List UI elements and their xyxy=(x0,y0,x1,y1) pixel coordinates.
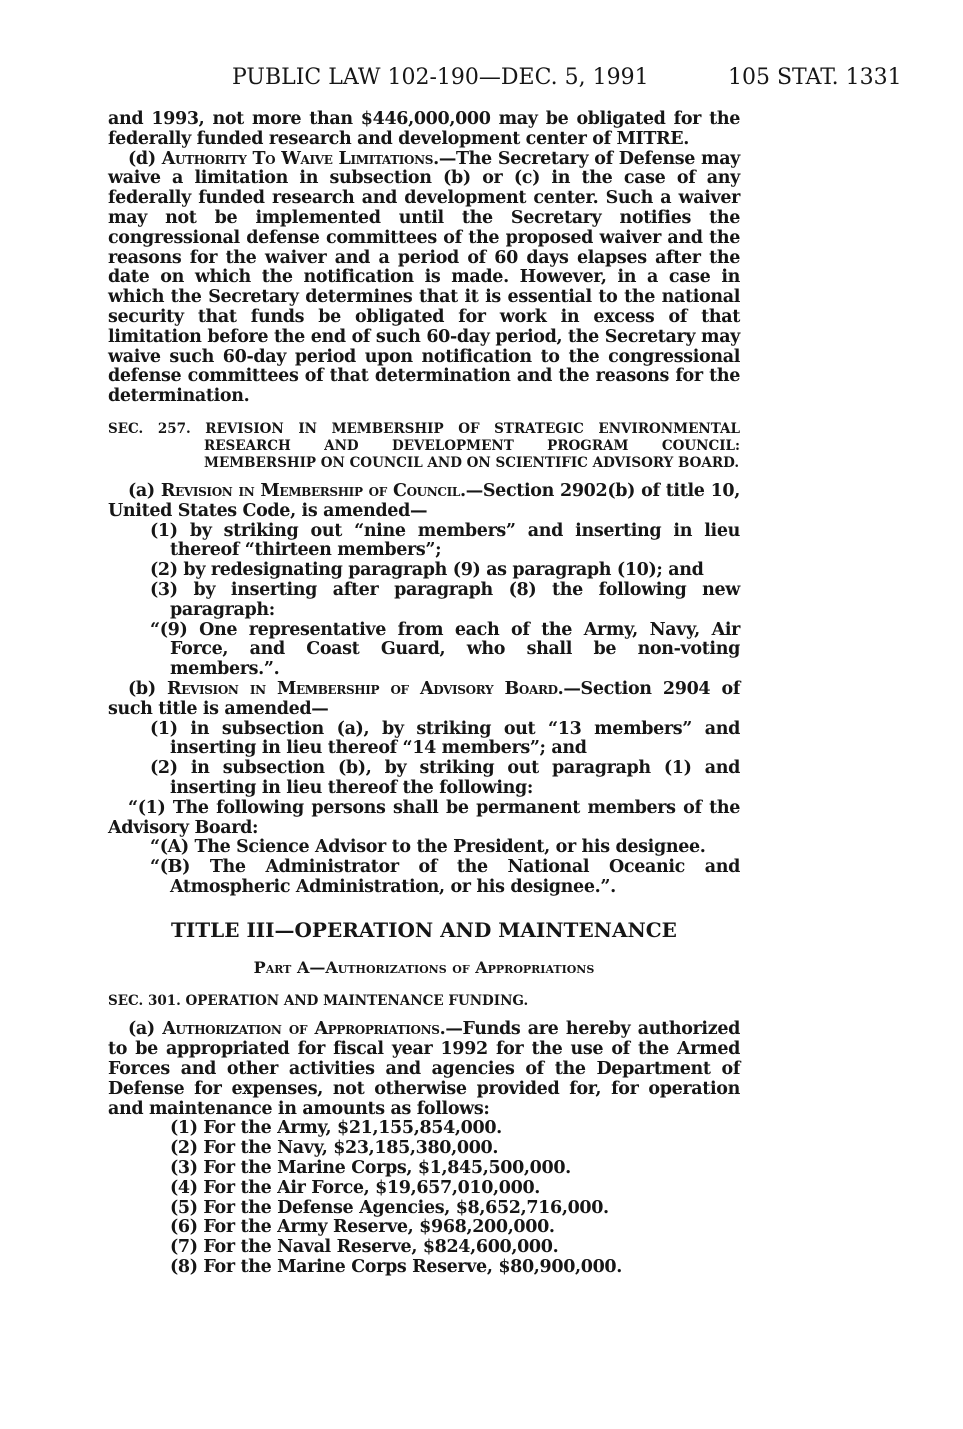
paragraph-a2: (2) by redesignating paragraph (9) as paragraph (10); and xyxy=(150,560,704,581)
subsection-heading: Revision in Membership of Council. xyxy=(160,480,466,501)
running-head-citation: PUBLIC LAW 102-190—DEC. 5, 1991 xyxy=(232,65,649,90)
subsection-text: —The Secretary of Defense may waive a limitation in subsection (b) or (c) in the case of any federally funded research and development center. Such a waiver may not be implemented until the Secretary notifies the congressional defense committees of the proposed waiver and the reasons for the waiver and a period of 60 days elapses after the date on which the notification is made. However, in a case in which the Secretary determines that it is essential to the national security that funds be obligated for work in excess of that limitation before the end of such 60-day period, the Secretary may waive such 60-day period upon notification to the congressional defense committees of that determination and the reasons for the determination. xyxy=(108,148,740,407)
subsection-a xyxy=(108,482,740,522)
running-head xyxy=(0,64,963,92)
list-item: (5) For the Defense Agencies, $8,652,716,000. xyxy=(170,1197,609,1218)
paragraph-b1: (1) in subsection (a), by striking out “13 members” and inserting in lieu thereof “14 members”; and xyxy=(150,718,740,759)
subsection-label: (d) xyxy=(128,148,162,169)
paragraph-b2: (2) in subsection (b), by striking out paragraph (1) and inserting in lieu thereof the following: xyxy=(150,758,740,798)
subsection-d xyxy=(108,150,740,407)
quoted-paragraph-1: “(1) The following persons shall be permanent members of the Advisory Board: xyxy=(108,797,740,838)
subsection-301-a xyxy=(108,1020,740,1119)
subsection-heading: Authority To Waive Limitations. xyxy=(161,148,439,169)
list-item: (7) For the Naval Reserve, $824,600,000. xyxy=(170,1237,559,1258)
subsection-heading: Revision in Membership of Advisory Board. xyxy=(167,678,564,699)
part-heading: Part A—Authorizations of Appropriations xyxy=(253,957,595,977)
section-301-heading: SEC. 301. OPERATION AND MAINTENANCE FUNDING. xyxy=(108,993,529,1010)
paragraph-a1: (1) by striking out “nine members” and inserting in lieu thereof “thirteen members”; xyxy=(150,520,740,561)
subsection-label: (b) xyxy=(128,678,168,699)
title-heading: TITLE III—OPERATION AND MAINTENANCE xyxy=(171,917,677,942)
subsection-text: —Funds are hereby authorized to be appropriated for fiscal year 1992 for the use of the Armed Forces and other activities and agencies of the Department of Defense for expenses, not otherwise provided for, for operation and maintenance in amounts as follows: xyxy=(108,1019,740,1119)
paragraph-a3: (3) by inserting after paragraph (8) the following new paragraph: xyxy=(150,579,740,620)
subsection-heading: Authorization of Appropriations. xyxy=(162,1019,446,1040)
subsection-b xyxy=(108,680,740,720)
subsection-text: —Section 2904 of such title is amended— xyxy=(108,678,740,719)
list-item: (3) For the Marine Corps, $1,845,500,000. xyxy=(170,1158,571,1179)
section-heading-text: SEC. 257. REVISION IN MEMBERSHIP OF STRATEGIC ENVIRONMENTAL RESEARCH AND DEVELOPMENT PROGRAM COUNCIL: MEMBERSHIP ON COUNCIL AND ON SCIENTIFIC ADVISORY BOARD. xyxy=(108,420,740,471)
list-item: (2) For the Navy, $23,185,380,000. xyxy=(170,1138,499,1159)
list-item: (8) For the Marine Corps Reserve, $80,900,000. xyxy=(170,1257,622,1278)
subsection-text: —Section 2902(b) of title 10, United States Code, is amended— xyxy=(108,480,740,521)
subsection-label: (a) xyxy=(128,1019,163,1040)
page-number: 105 STAT. 1331 xyxy=(728,65,902,90)
quoted-subparagraph-a: “(A) The Science Advisor to the President, or his designee. xyxy=(150,837,706,858)
list-item: (1) For the Army, $21,155,854,000. xyxy=(170,1118,502,1139)
list-item: (4) For the Air Force, $19,657,010,000. xyxy=(170,1177,541,1198)
list-item: (6) For the Army Reserve, $968,200,000. xyxy=(170,1217,555,1238)
amounts-list xyxy=(108,1119,740,1277)
paragraph-continuation: and 1993, not more than $446,000,000 may be obligated for the federally funded research and development center of MITRE. xyxy=(108,109,740,149)
document-body xyxy=(108,110,740,1278)
quoted-paragraph-9: “(9) One representative from each of the Army, Navy, Air Force, and Coast Guard, who shall be non-voting members.”. xyxy=(150,619,740,680)
subsection-label: (a) xyxy=(128,480,161,501)
section-257-heading xyxy=(108,421,740,472)
quoted-subparagraph-b: “(B) The Administrator of the National Oceanic and Atmospheric Administration, or his designee.”. xyxy=(150,857,740,897)
